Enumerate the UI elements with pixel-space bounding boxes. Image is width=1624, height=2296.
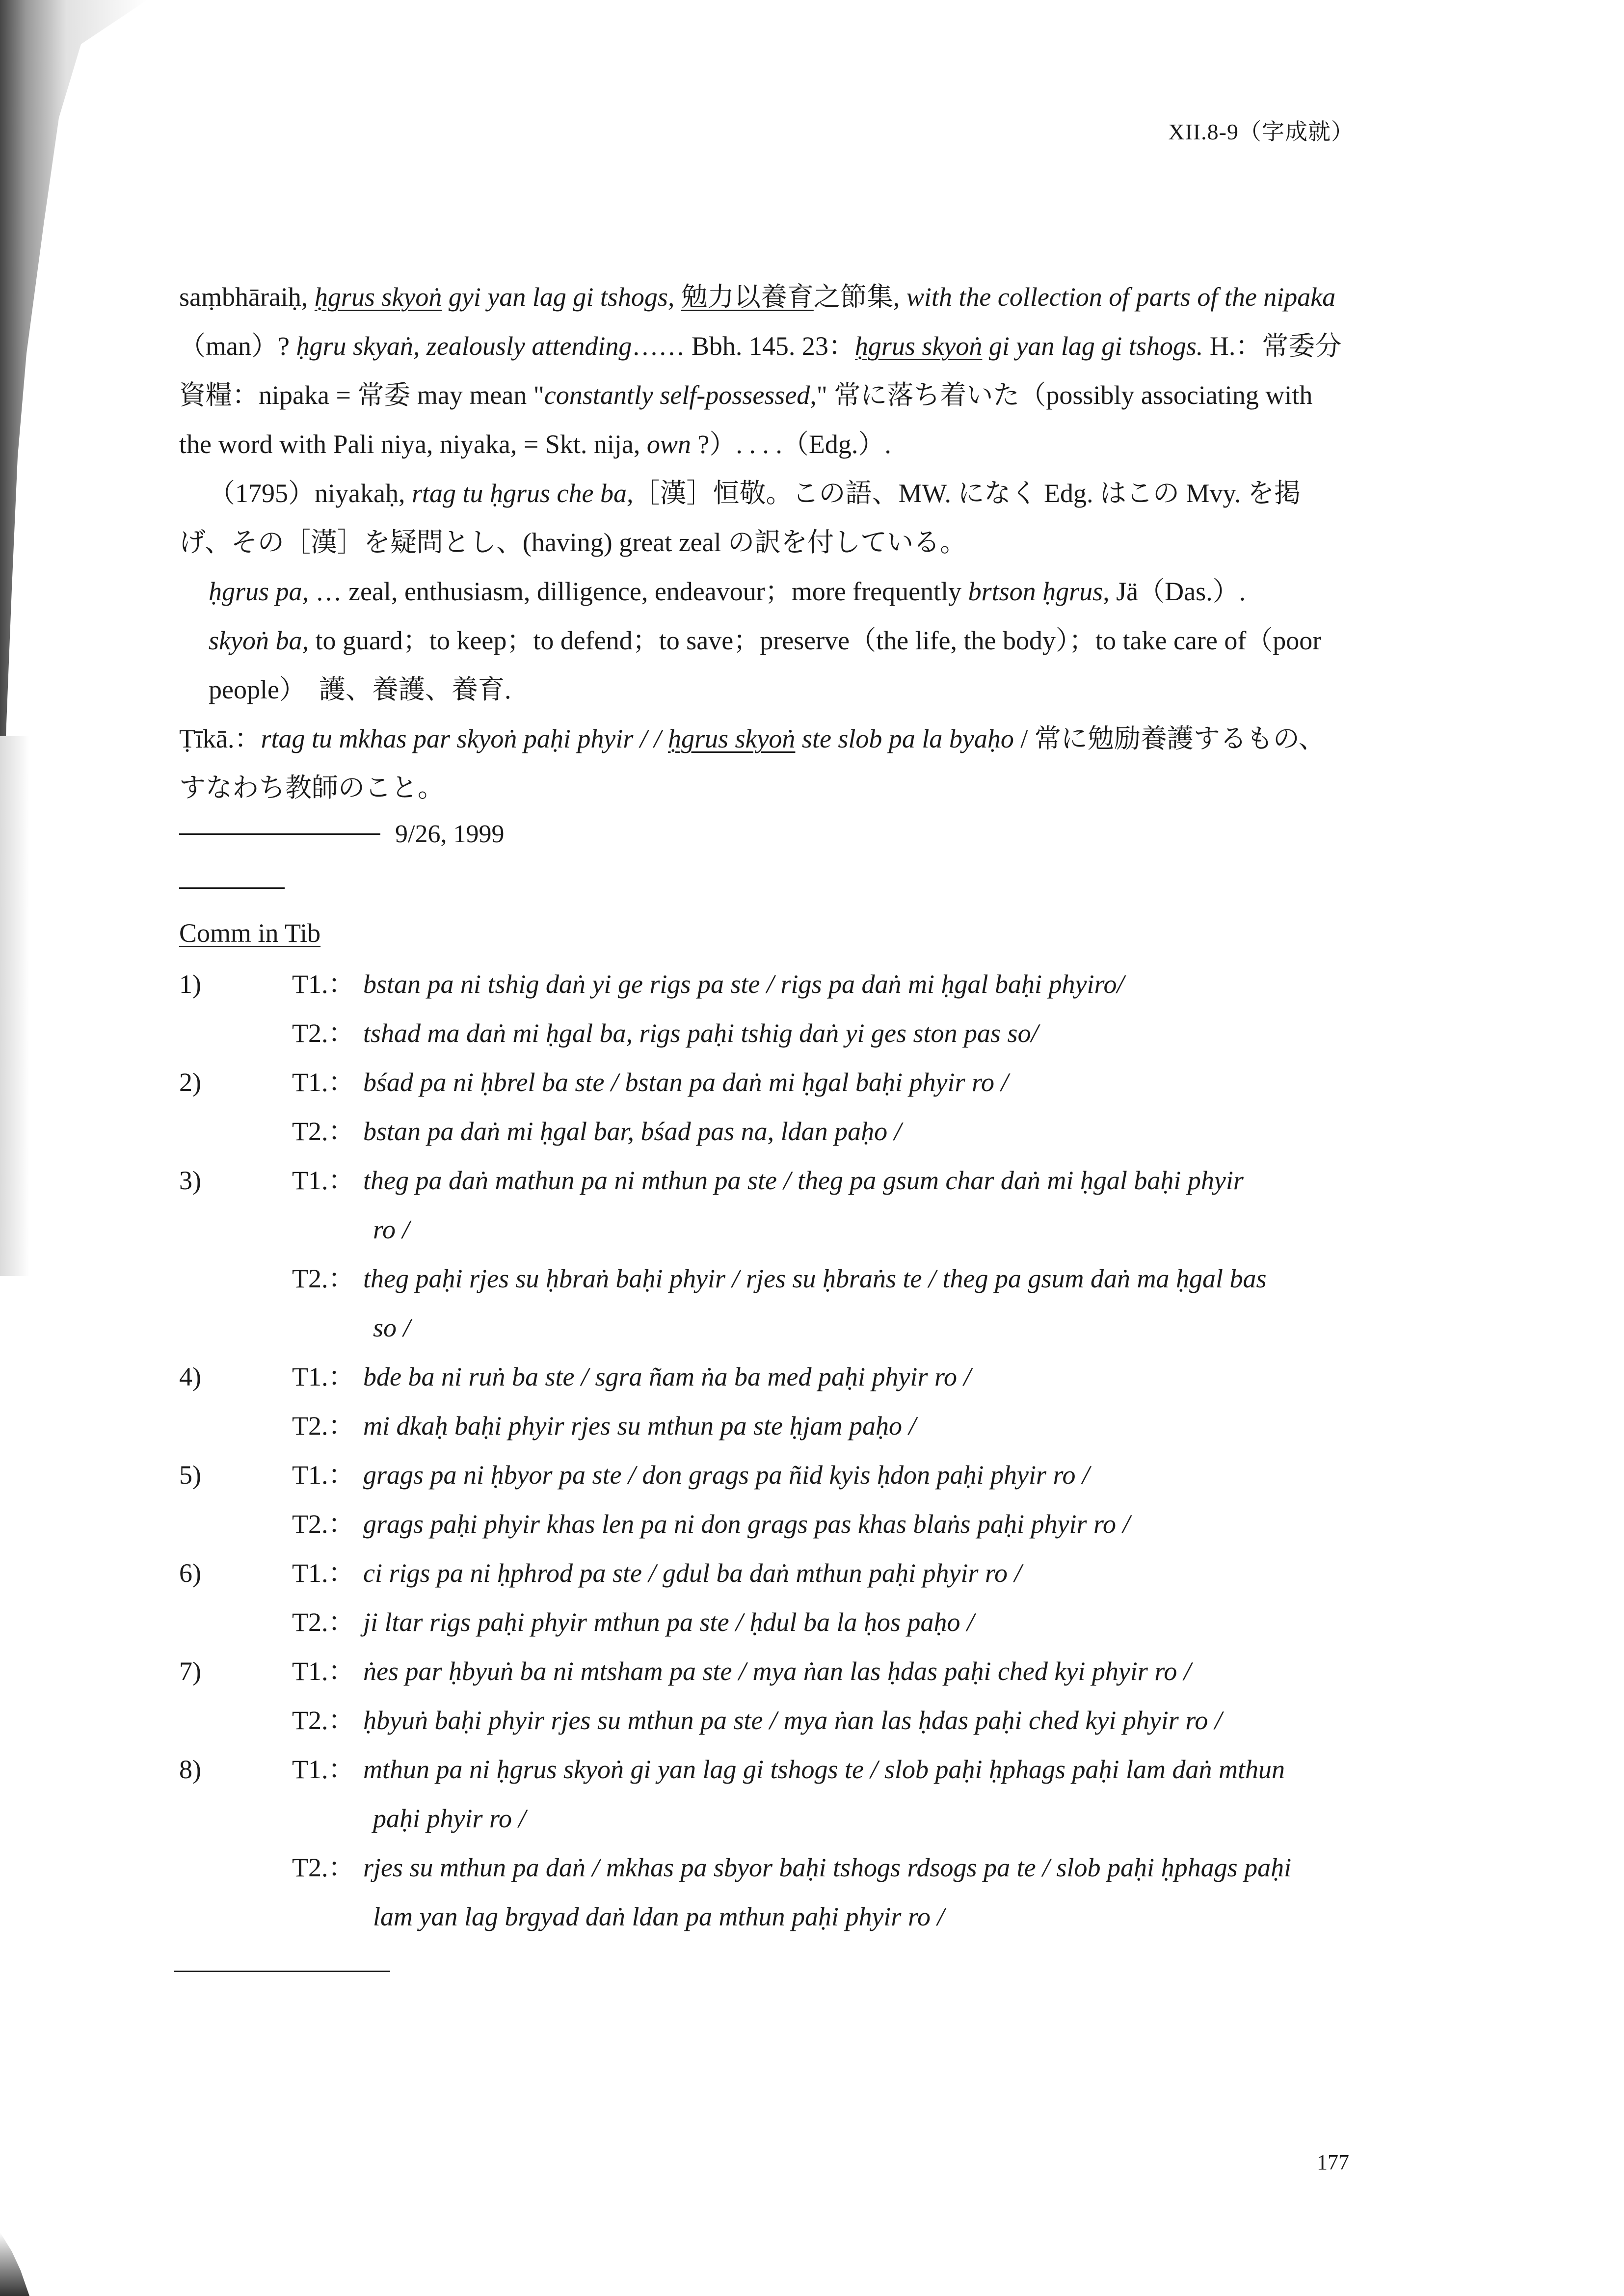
translation-label: T1.： [292, 1460, 355, 1490]
translation-label: T1.： [292, 969, 355, 999]
underlined-term: ḥgrus skyoṅ [854, 331, 983, 361]
paragraph-hgrus-pa [179, 567, 1347, 616]
tibetan-text: bstan pa ni tshig daṅ yi ge rigs pa ste / rigs pa daṅ mi ḥgal baḥi phyiro/ [363, 969, 1124, 999]
comm-row [179, 1794, 1357, 1843]
date-rule [179, 833, 380, 835]
comm-row [179, 1401, 1357, 1450]
text: … zeal, enthusiasm, dilligence, endeavour；more frequently [309, 577, 968, 606]
translation-label: T2.： [292, 1117, 355, 1146]
translation-label: T2.： [292, 1018, 355, 1048]
tibetan-text: ḥbyuṅ baḥi phyir rjes su mthun pa ste / mya ṅan las ḥdas paḥi ched kyi phyir ro / [363, 1706, 1222, 1735]
translation-label: T2.： [292, 1509, 355, 1539]
text: to guard；to keep；to defend；to save；preserve（the life, the body）；to take care of（poor people） 護、養護、養育. [209, 626, 1322, 704]
tibetan-text: lam yan lag brgyad daṅ ldan pa mthun paḥi phyir ro / [373, 1902, 945, 1931]
italic-text: ḥgru skyaṅ, zealously attending [296, 331, 632, 361]
text: ［漢］恒敬。この語、MW. になく Edg. はこの Mvy. を掲げ、その［漢］を疑問とし、(having) great zeal の訳を付している。 [179, 479, 1301, 557]
text: 之節集, [813, 282, 906, 312]
tibetan-text: mthun pa ni ḥgrus skyoṅ gi yan lag gi tshogs te / slob paḥi ḥphags paḥi lam daṅ mthun [363, 1755, 1285, 1784]
tibetan-text: grags pa ni ḥbyor pa ste / don grags pa ñid kyis ḥdon paḥi phyir ro / [363, 1460, 1090, 1490]
text: （1795）niyakaḥ, [209, 479, 412, 508]
tibetan-text: ro / [373, 1215, 410, 1244]
tibetan-text: theg pa daṅ mathun pa ni mthun pa ste / theg pa gsum char daṅ mi ḥgal baḥi phyir [363, 1166, 1244, 1195]
text: gi yan lag gi tshogs. [982, 331, 1203, 361]
italic-text: constantly self-possessed, [544, 380, 817, 410]
paragraph-niyakah [179, 469, 1347, 567]
translation-label: T1.： [292, 1166, 355, 1195]
tibetan-text: theg paḥi rjes su ḥbraṅ baḥi phyir / rjes su ḥbraṅs te / theg pa gsum daṅ ma ḥgal bas [363, 1264, 1267, 1293]
tibetan-text: bśad pa ni ḥbrel ba ste / bstan pa daṅ mi ḥgal baḥi phyir ro / [363, 1068, 1009, 1097]
comm-row [179, 1156, 1357, 1205]
comm-row [179, 1009, 1357, 1058]
entry-number: 4) [179, 1362, 201, 1391]
comm-row [179, 1647, 1357, 1696]
tibetan-text: ci rigs pa ni ḥphrod pa ste / gdul ba daṅ mthun paḥi phyir ro / [363, 1558, 1022, 1588]
translation-label: T1.： [292, 1362, 355, 1391]
comm-title: Comm in Tib [179, 918, 321, 948]
comm-row [179, 1058, 1357, 1107]
underlined-term: ḥgrus skyoṅ [314, 282, 442, 312]
entry-number: 7) [179, 1656, 201, 1686]
text: …… Bbh. 145. 23： [632, 331, 855, 361]
running-head: XII.8-9（字成就） [1168, 119, 1354, 144]
comm-row [179, 1548, 1357, 1598]
tibetan-text: paḥi phyir ro / [373, 1804, 526, 1833]
text: / 常に勉励養護するもの、すなわち教師のこと。 [179, 724, 1325, 802]
text: ?）. . . .（Edg.）. [691, 429, 891, 459]
tibetan-text: mi dkaḥ baḥi phyir rjes su mthun pa ste ḥjam paḥo / [363, 1411, 916, 1441]
comm-row [179, 1843, 1357, 1892]
tibetan-text: grags paḥi phyir khas len pa ni don grags pas khas blaṅs paḥi phyir ro / [363, 1509, 1130, 1539]
entry-number: 6) [179, 1558, 201, 1588]
translation-label: T2.： [292, 1853, 355, 1882]
page-number: 177 [1317, 2150, 1349, 2174]
entry-number: 5) [179, 1460, 201, 1490]
entry-number: 1) [179, 969, 201, 999]
italic-text: rtag tu ḥgrus che ba, [411, 479, 634, 508]
comm-row [179, 1499, 1357, 1548]
italic-text: rtag tu mkhas par skyoṅ paḥi phyir / / [261, 724, 668, 753]
entry-number: 3) [179, 1166, 201, 1195]
scan-corner-mark [0, 2232, 29, 2296]
comm-row [179, 1205, 1357, 1254]
comm-row [179, 1254, 1357, 1303]
italic-text: own [646, 429, 691, 459]
translation-label: T1.： [292, 1656, 355, 1686]
italic-text: brtson ḥgrus, [968, 577, 1110, 606]
comm-row [179, 1303, 1357, 1352]
comm-row [179, 1107, 1357, 1156]
translation-label: T2.： [292, 1411, 355, 1441]
comm-row [179, 1745, 1357, 1794]
tibetan-text: bde ba ni ruṅ ba ste / sgra ñam ṅa ba med paḥi phyir ro / [363, 1362, 971, 1391]
text: Ṭīkā.： [179, 724, 261, 753]
date: 9/26, 1999 [395, 820, 505, 848]
paragraph-sambharaih [179, 272, 1347, 469]
entry-number: 2) [179, 1068, 201, 1097]
date-line [179, 820, 504, 849]
section-rule [179, 887, 285, 889]
scan-shadow-lower [0, 736, 29, 1276]
translation-label: T2.： [292, 1264, 355, 1293]
comm-row [179, 1352, 1357, 1401]
underlined-term: ḥgrus skyoṅ [667, 724, 796, 753]
text: Jä（Das.）. [1109, 577, 1246, 606]
tibetan-text: so / [373, 1313, 411, 1342]
entry-number: 8) [179, 1755, 201, 1784]
footnote-rule [174, 1971, 390, 1972]
italic-text: skyoṅ ba, [209, 626, 309, 655]
text: （man）? [179, 331, 296, 361]
scan-shadow [0, 0, 147, 736]
text: gyi yan lag gi tshogs, [442, 282, 681, 312]
italic-text: with the collection of parts of the nipaka [906, 282, 1336, 312]
italic-text: ḥgrus pa, [209, 577, 309, 606]
translation-label: T1.： [292, 1068, 355, 1097]
translation-label: T2.： [292, 1706, 355, 1735]
tibetan-text: bstan pa daṅ mi ḥgal bar, bśad pas na, ldan paḥo / [363, 1117, 902, 1146]
paragraph-tika [179, 714, 1347, 812]
translation-label: T1.： [292, 1558, 355, 1588]
comm-row [179, 1450, 1357, 1499]
comm-row [179, 1598, 1357, 1647]
text: H.：常委分資糧：nipaka = 常委 may mean " [179, 331, 1342, 410]
tibetan-text: rjes su mthun pa daṅ / mkhas pa sbyor baḥi tshogs rdsogs pa te / slob paḥi ḥphags paḥi [363, 1853, 1292, 1882]
translation-label: T1.： [292, 1755, 355, 1784]
comm-row [179, 1892, 1357, 1941]
tibetan-text: ji ltar rigs paḥi phyir mthun pa ste / ḥdul ba la ḥos paḥo / [363, 1607, 975, 1637]
comm-row [179, 1696, 1357, 1745]
tibetan-text: ṅes par ḥbyuṅ ba ni mtsham pa ste / mya ṅan las ḥdas paḥi ched kyi phyir ro / [363, 1656, 1191, 1686]
translation-label: T2.： [292, 1607, 355, 1637]
paragraph-skyon-ba [179, 616, 1377, 714]
tibetan-text: tshad ma daṅ mi ḥgal ba, rigs paḥi tshig daṅ yi ges ston pas so/ [363, 1018, 1038, 1048]
text: " 常に落ち着いた（possibly associating with the word with Pali niya, niyaka, = Skt. nija, [179, 380, 1313, 459]
comm-row [179, 960, 1357, 1009]
text: saṃbhāraiḥ, [179, 282, 315, 312]
italic-text: ste slob pa la byaḥo [795, 724, 1014, 753]
underlined-term: 勉力以養育 [681, 282, 814, 312]
